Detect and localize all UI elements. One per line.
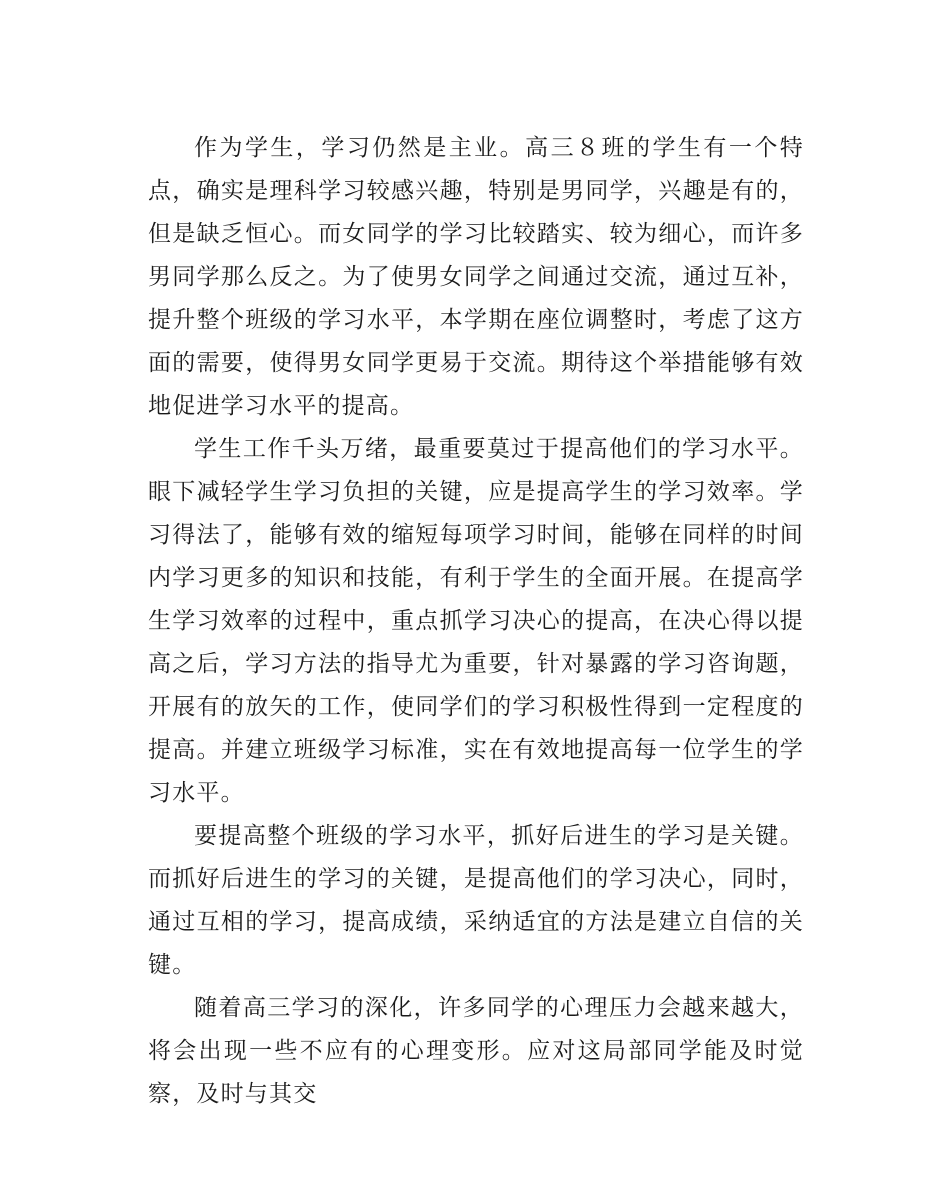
paragraph-4: 随着高三学习的深化，许多同学的心理压力会越来越大，将会出现一些不应有的心理变形。应对这局部同学能及时觉察，及时与其交	[148, 995, 804, 1107]
paragraph-2: 学生工作千头万绪，最重要莫过于提高他们的学习水平。眼下减轻学生学习负担的关键，应是提高学生的学习效率。学习得法了，能够有效的缩短每项学习时间，能够在同样的时间内学习更多的知识和技能，有利于学生的全面开展。在提高学生学习效率的过程中，重点抓学习决心的提高，在决心得以提高之后，学习方法的指导尤为重要，针对暴露的学习咨询题，开展有的放矢的工作，使同学们的学习积极性得到一定程度的提高。并建立班级学习标准，实在有效地提高每一位学生的学习水平。	[148, 436, 804, 806]
paragraph-3: 要提高整个班级的学习水平，抓好后进生的学习是关键。而抓好后进生的学习的关键，是提高他们的学习决心，同时，通过互相的学习，提高成绩，采纳适宜的方法是建立自信的关键。	[148, 823, 804, 978]
document-body	[148, 127, 804, 1116]
paragraph-1: 作为学生，学习仍然是主业。高三８班的学生有一个特点，确实是理科学习较感兴趣，特别是男同学，兴趣是有的，但是缺乏恒心。而女同学的学习比较踏实、较为细心，而许多男同学那么反之。为了使男女同学之间通过交流，通过互补，提升整个班级的学习水平，本学期在座位调整时，考虑了这方面的需要，使得男女同学更易于交流。期待这个举措能够有效地促进学习水平的提高。	[148, 135, 804, 419]
